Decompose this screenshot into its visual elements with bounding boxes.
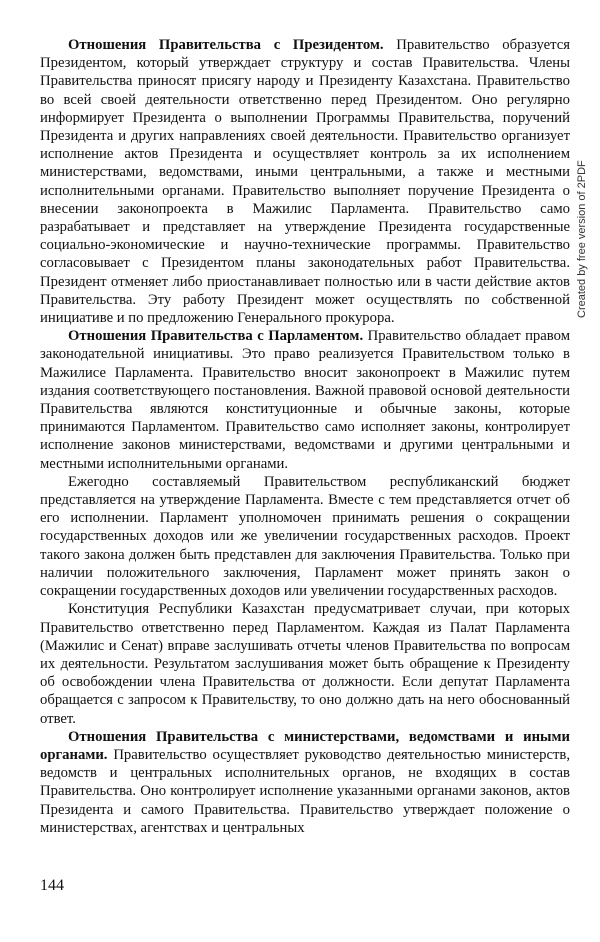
paragraph-ministries-relations [40, 728, 570, 837]
heading-ministries-relations: Отношения Правительства с министерствами, ведомствами и иными органами. [40, 728, 570, 763]
paragraph-text: Правительство образуется Президентом, который утверждает структуру и состав Правительства. Члены Правительства приносят присягу народу и Президенту Казахстана. Правительство во всей своей деятельности ответственно перед Президентом. Оно регулярно информирует Президента о выполнении Программы Правительства, поручений Президента и других направлениях своей деятельности. Правительство организует исполнение актов Президента и осуществляет контроль за их исполнением министерствами, ведомствами, иными центральными, а также и местными исполнительными органами. Правительство выполняет поручение Президента о внесении законопроекта в Мажилис Парламента. Правительство само разрабатывает и представляет на утверждение Президента государственные социально-экономические и научно-технические программы. Правительство согласовывает с Президентом планы законодательных работ Правительства. Президент отменяет либо приостанавливает полностью или в части действие актов Правительства. Эту работу Президент может осуществлять по собственной инициативе и по предложению Генерального прокурора. [40, 37, 571, 327]
paragraph-text: Правительство осуществляет руководство деятельностью министерств, ведомств и центральных исполнительных органов, не входящих в состав Правительства. Оно контролирует исполнение указанными органами законов, актов Президента и самого Правительства. Правительство утверждает положение о министерствах, агентствах и центральных [40, 746, 570, 836]
document-page [40, 36, 570, 837]
heading-president-relations: Отношения Правительства с Президентом. [68, 37, 384, 53]
paragraph-text: Правительство обладает правом законодательной инициативы. Это право реализуется Правительством только в Мажилисе Парламента. Правительство вносит законопроект в Мажилис путем издания соответствующего постановления. Важной правовой основой деятельности Правительства являются конституционные и обычные законы, которые принимаются Парламентом. Правительство само исполняет законы, контролирует исполнение законов министерствами, ведомствами и другими центральными и местными исполнительными органами. [40, 328, 570, 472]
paragraph-constitution [40, 600, 570, 727]
paragraph-text: Ежегодно составляемый Правительством республиканский бюджет представляется на утверждение Парламента. Вместе с тем представляется отчет об его исполнении. Парламент уполномочен принимать решения о сокращении государственных доходов или же увеличении государственных расходов. Проект такого закона должен быть представлен для заключения Правительства. Только при наличии положительного заключения, Парламент может принять закон о сокращении государственных доходов или увеличении государственных расходов. [40, 473, 570, 600]
page-number: 144 [40, 877, 64, 894]
heading-parliament-relations: Отношения Правительства с Парламентом. [68, 328, 364, 345]
watermark: Created by free version of 2PDF [576, 160, 588, 318]
paragraph-parliament-relations [40, 327, 570, 473]
paragraph-text: Конституция Республики Казахстан предусматривает случаи, при которых Правительство ответственно перед Парламентом. Каждая из Палат Парламента (Мажилис и Сенат) вправе заслушивать отчеты членов Правительства по вопросам их деятельности. Результатом заслушивания может быть обращение к Президенту об освобождении члена Правительства от должности. Если депутат Парламента обращается с запросом к Правительству, то оно должно дать на него обоснованный ответ. [40, 601, 570, 727]
paragraph-budget [40, 473, 570, 600]
paragraph-president-relations [40, 36, 570, 327]
